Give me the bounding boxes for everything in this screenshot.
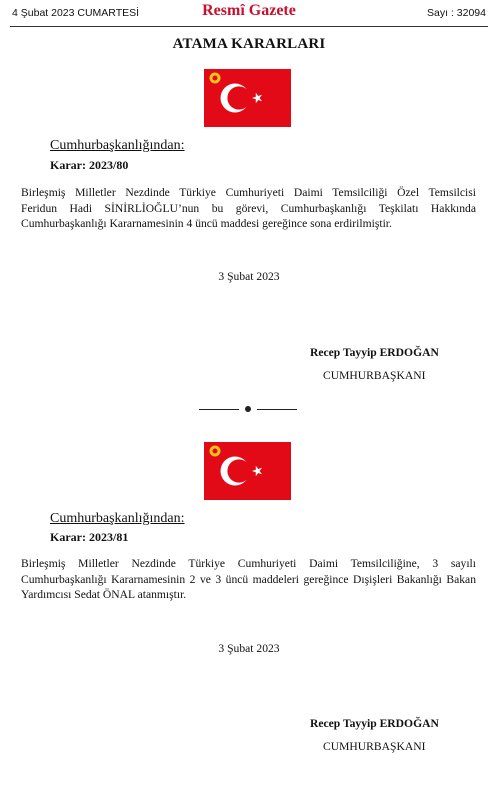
section-separator (199, 403, 299, 415)
decision-date: 3 Şubat 2023 (218, 270, 280, 283)
turkish-flag-image (204, 69, 291, 127)
decision-text (21, 185, 476, 232)
signatory-name: Recep Tayyip ERDOĞAN (310, 717, 439, 730)
gazette-title: Resmî Gazete (202, 2, 296, 19)
decision-number: Karar: 2023/81 (50, 530, 129, 544)
decision-text-line: Feridun Hadi SİNİRLİOĞLU’nun bu görevi, Cumhurbaşkanlığı Teşkilatı Hakkında (21, 201, 476, 215)
turkish-flag-image (204, 442, 291, 500)
page-title: ATAMA KARARLARI (172, 36, 326, 52)
issue-date: 4 Şubat 2023 CUMARTESİ (12, 7, 140, 19)
decision-number: Karar: 2023/80 (50, 158, 129, 172)
decision-text-line: Yardımcısı Sedat ÖNAL atanmıştır. (21, 588, 187, 601)
signatory-title: CUMHURBAŞKANI (323, 369, 426, 382)
decision-text-line: Birleşmiş Milletler Nezdinde Türkiye Cumhuriyeti Daimi Temsilciliği Özel Temsilcisi (21, 186, 476, 199)
issuing-authority: Cumhurbaşkanlığından: (50, 138, 185, 153)
issue-number: Sayı : 32094 (427, 7, 486, 19)
decision-text-line: Cumhurbaşkanlığı Kararnamesinin 4 üncü maddesi gereğince sona erdirilmiştir. (21, 217, 392, 230)
decision-text (21, 556, 476, 603)
decision-text-line: Cumhurbaşkanlığı Kararnamesinin 2 ve 3 üncü maddeleri gereğince Dışişleri Bakanlığı Bakan (21, 572, 476, 586)
signatory-title: CUMHURBAŞKANI (323, 740, 426, 753)
issuing-authority: Cumhurbaşkanlığından: (50, 511, 185, 526)
gazette-header (10, 0, 488, 26)
signatory-name: Recep Tayyip ERDOĞAN (310, 346, 439, 359)
decision-date: 3 Şubat 2023 (218, 642, 280, 655)
decision-text-line: Birleşmiş Milletler Nezdinde Türkiye Cumhuriyeti Daimi Temsilciliğine, 3 sayılı (21, 557, 476, 570)
header-rule (10, 26, 488, 27)
